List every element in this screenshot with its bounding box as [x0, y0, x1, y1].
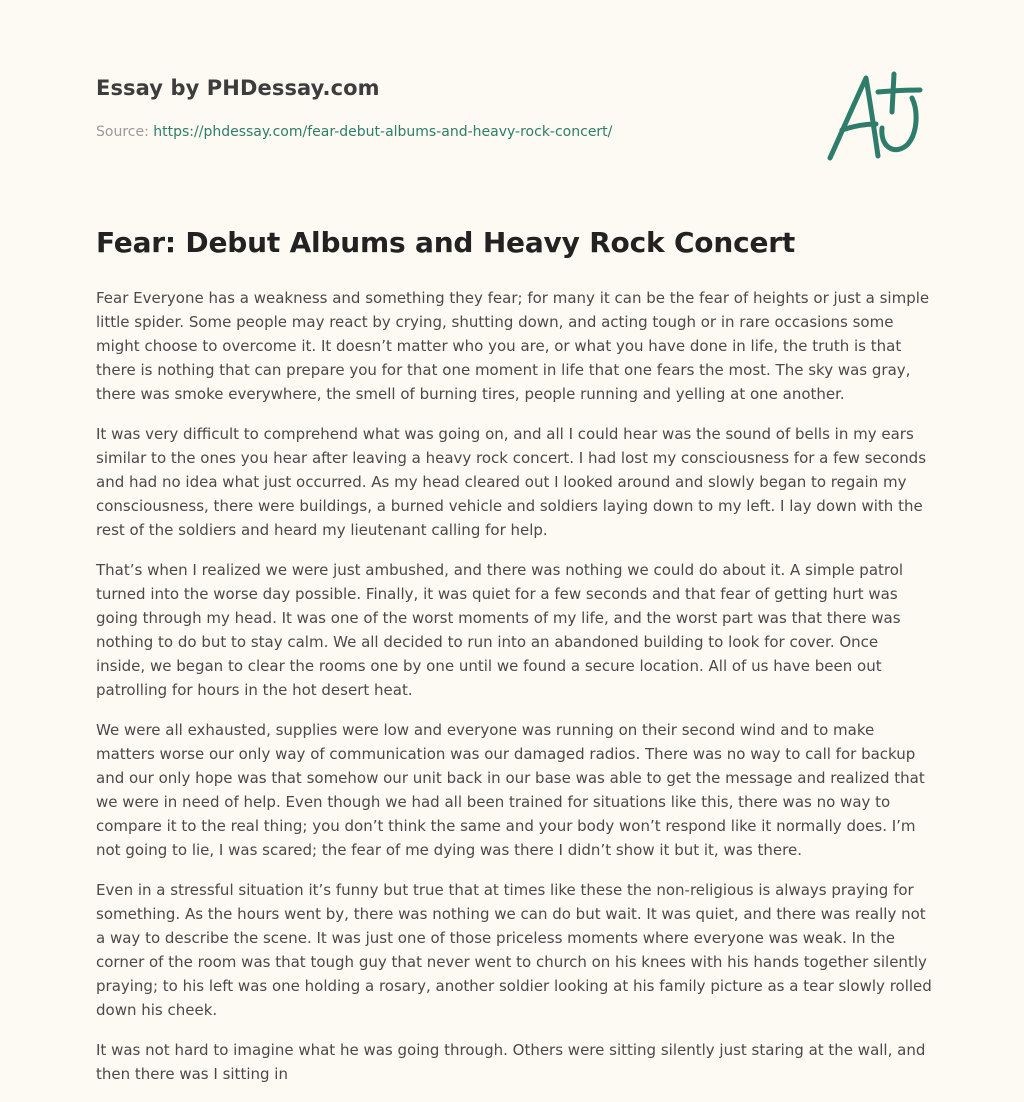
- source-label: Source:: [96, 124, 154, 140]
- essay-body: [96, 286, 932, 1102]
- essay-title: Fear: Debut Albums and Heavy Rock Concert: [96, 226, 796, 259]
- paragraph: It was not hard to imagine what he was going through. Others were sitting silently just staring at the wall, and then there was I sitting in: [96, 1041, 926, 1083]
- paragraph: Even in a stressful situation it’s funny but true that at times like these the non-religious is always praying for something. As the hours went by, there was nothing we can do but wait. It was quiet, and there was really not a way to describe the scene. It was just one of those priceless moments where everyone was weak. In the corner of the room was that tough guy that never went to church on his knees with his hands together silently praying; to his left was one holding a rosary, another soldier looking at his family picture as a tear slowly rolled down his cheek.: [96, 881, 932, 1019]
- paragraph: We were all exhausted, supplies were low and everyone was running on their second wind and to make matters worse our only way of communication was our damaged radios. There was no way to call for backup and our only hope was that somehow our unit back in our base was able to get the message and realized that we were in need of help. Even though we had all been trained for situations like this, there was no way to compare it to the real thing; you don’t think the same and your body won’t respond like it normally does. I’m not going to lie, I was scared; the fear of me dying was there I didn’t show it but it, was there.: [96, 721, 925, 859]
- paragraph: It was very difficult to comprehend what was going on, and all I could hear was the sound of bells in my ears similar to the ones you hear after leaving a heavy rock concert. I had lost my consciousness for a few seconds and had no idea what just occurred. As my head cleared out I looked around and slowly began to regain my consciousness, there were buildings, a burned vehicle and soldiers laying down to my left. I lay down with the rest of the soldiers and heard my lieutenant calling for help.: [96, 425, 927, 539]
- brand-title: Essay by PHDessay.com: [96, 76, 380, 100]
- a-plus-grade-icon: [820, 66, 930, 166]
- source-link[interactable]: https://phdessay.com/fear-debut-albums-and-heavy-rock-concert/: [153, 124, 613, 140]
- paragraph: Fear Everyone has a weakness and something they fear; for many it can be the fear of heights or just a simple little spider. Some people may react by crying, shutting down, and acting tough or in rare occasions some might choose to overcome it. It doesn’t matter who you are, or what you have done in life, the truth is that there is nothing that can prepare you for that one moment in life that one fears the most. The sky was gray, there was smoke everywhere, the smell of burning tires, people running and yelling at one another.: [96, 289, 930, 403]
- source-line: [96, 124, 612, 140]
- paragraph: That’s when I realized we were just ambushed, and there was nothing we could do about it. A simple patrol turned into the worse day possible. Finally, it was quiet for a few seconds and that fear of getting hurt was going through my head. It was one of the worst moments of my life, and the worst part was that there was nothing to do but to stay calm. We all decided to run into an abandoned building to look for cover. Once inside, we began to clear the rooms one by one until we found a secure location. All of us have been out patrolling for hours in the hot desert heat.: [96, 561, 904, 699]
